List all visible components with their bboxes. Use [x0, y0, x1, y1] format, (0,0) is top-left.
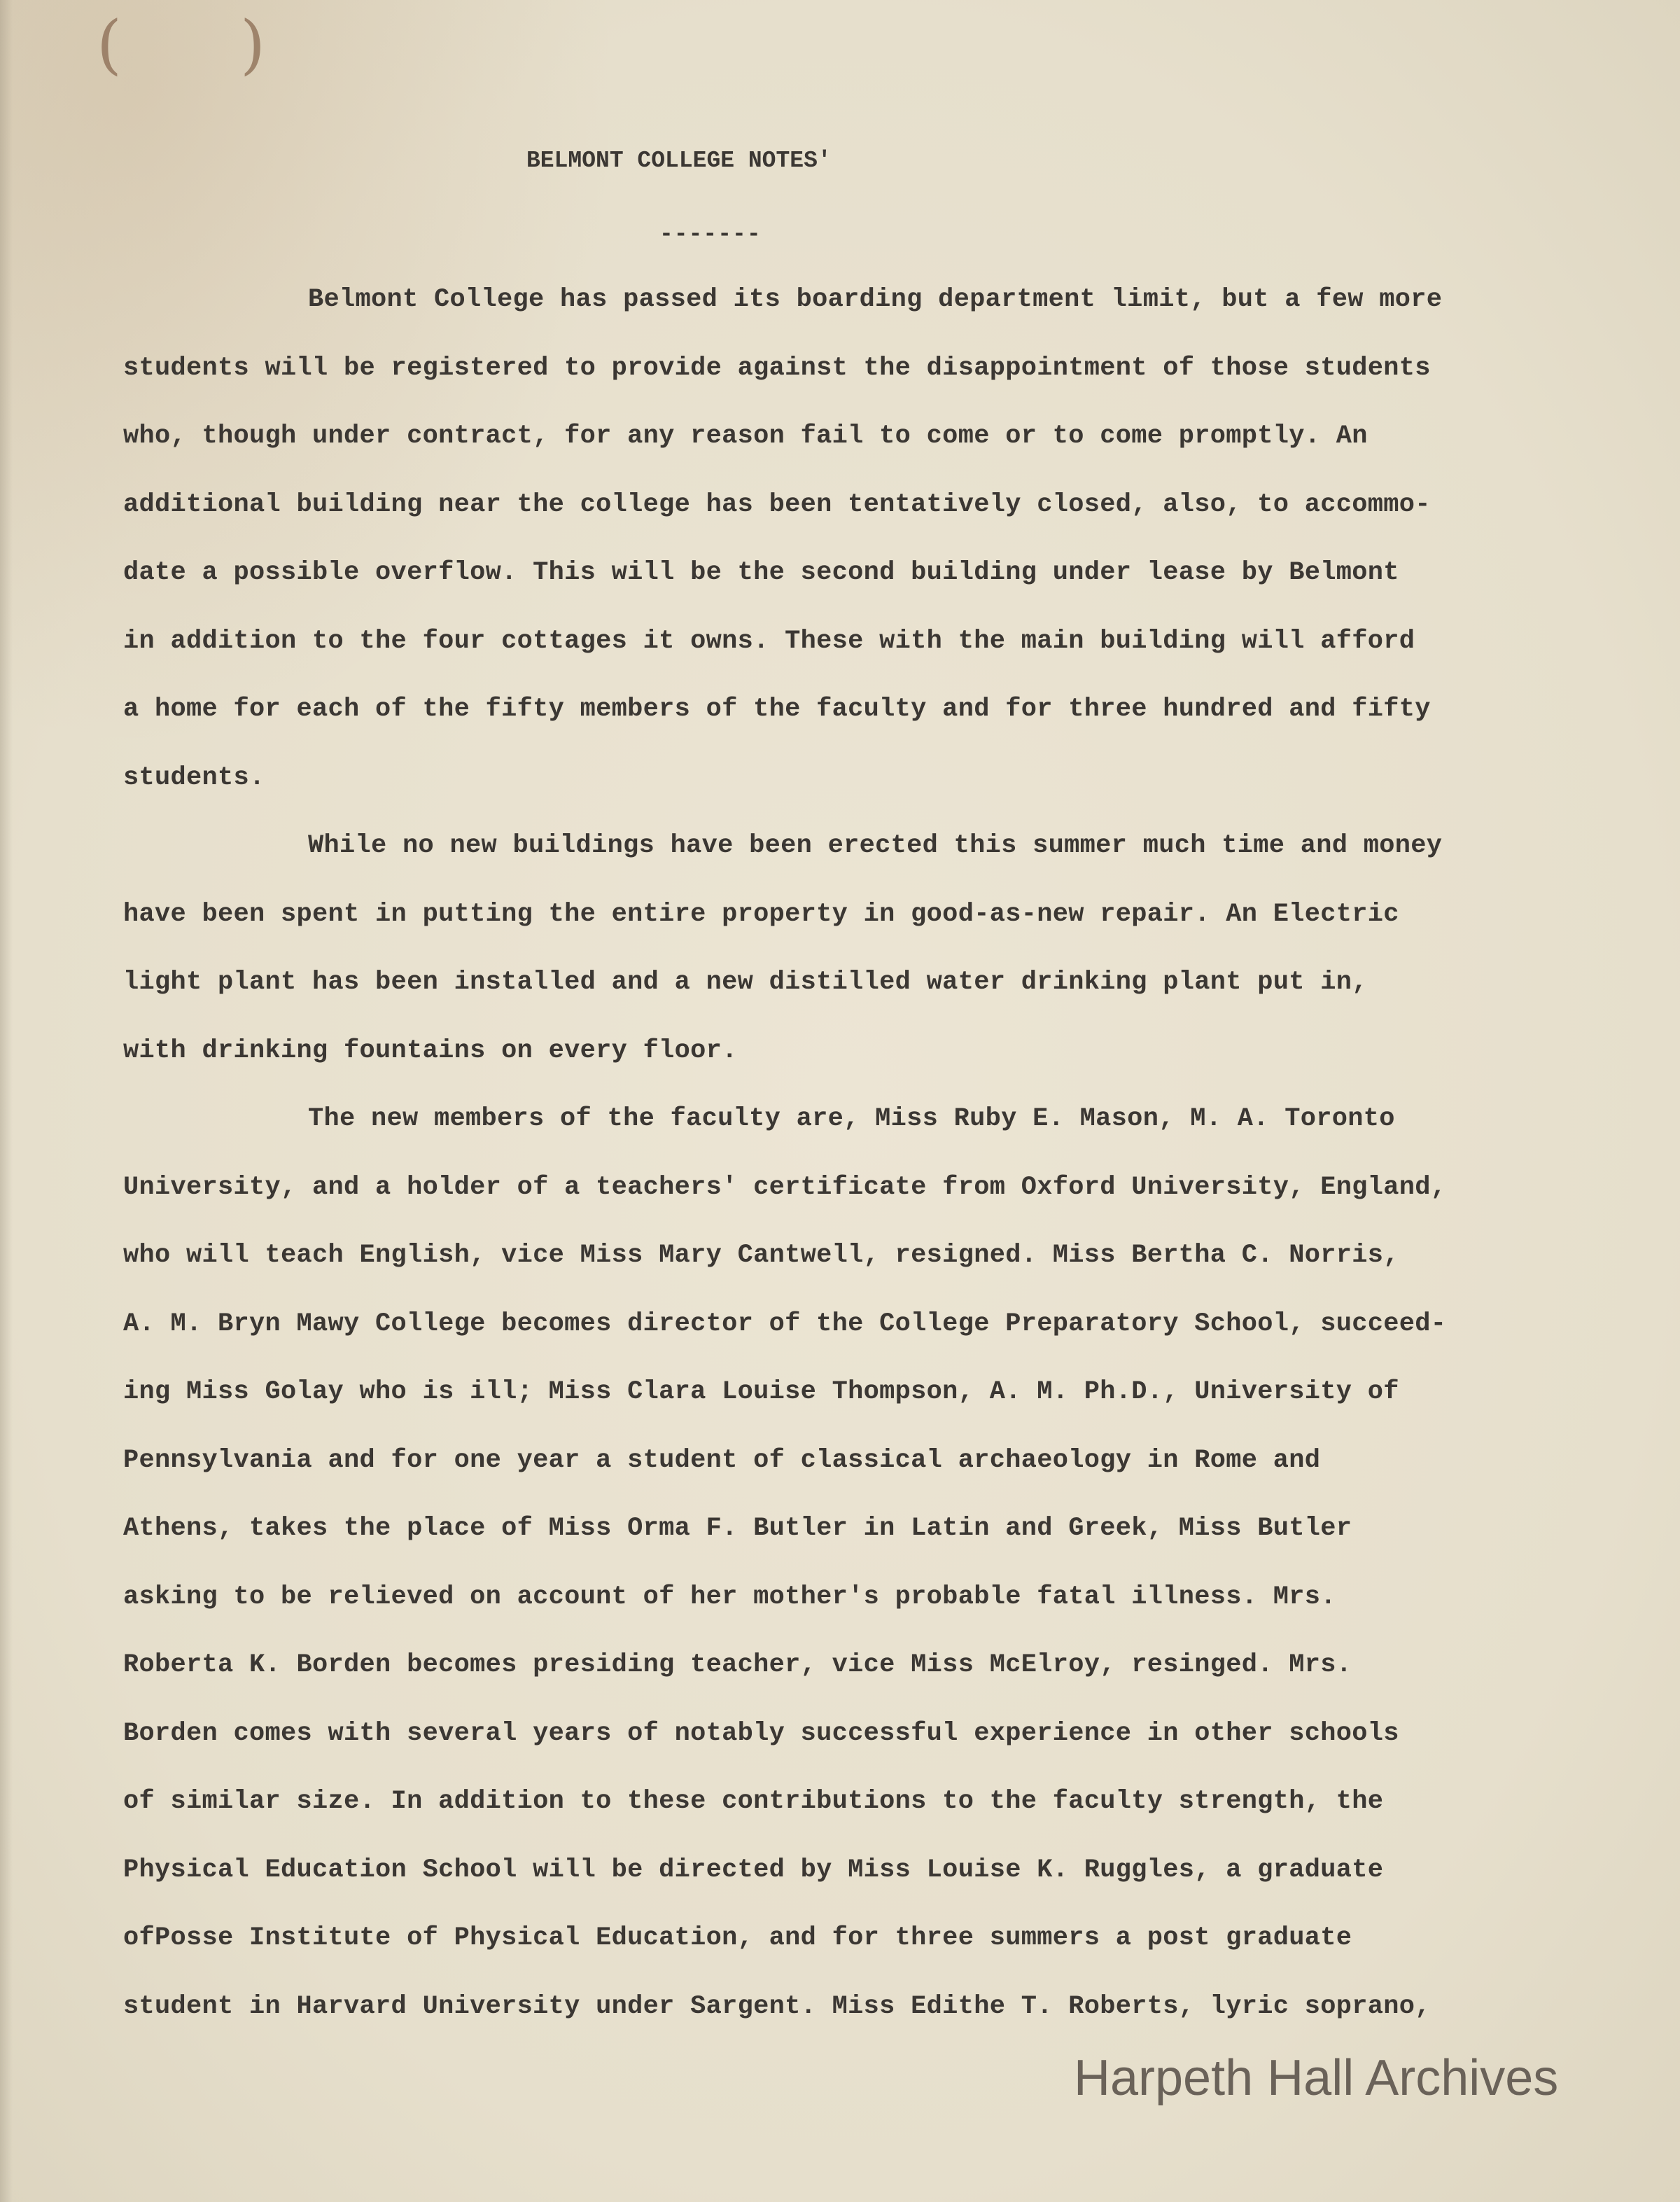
- text-line: ing Miss Golay who is ill; Miss Clara Louise Thompson, A. M. Ph.D., University of: [123, 1377, 1399, 1407]
- text-line: a home for each of the fifty members of the faculty and for three hundred and fifty: [123, 695, 1431, 724]
- text-line: asking to be relieved on account of her mother's probable fatal illness. Mrs.: [123, 1582, 1336, 1612]
- text-line: ofPosse Institute of Physical Education, and for three summers a post graduate: [123, 1923, 1352, 1953]
- text-line: have been spent in putting the entire property in good-as-new repair. An Electric: [123, 899, 1399, 929]
- text-line: in addition to the four cottages it owns. These with the main building will afford: [123, 626, 1415, 656]
- text-line: student in Harvard University under Sargent. Miss Edithe T. Roberts, lyric soprano,: [123, 1991, 1431, 2021]
- pencil-mark: ( ): [97, 7, 315, 82]
- text-line: date a possible overflow. This will be the second building under lease by Belmont: [123, 558, 1399, 587]
- text-line: Physical Education School will be directed by Miss Louise K. Ruggles, a graduate: [123, 1855, 1384, 1885]
- text-line: A. M. Bryn Mawy College becomes director of the College Preparatory School, succeed-: [123, 1309, 1447, 1339]
- text-line: students will be registered to provide against the disappointment of those students: [123, 353, 1431, 383]
- text-line: Belmont College has passed its boarding department limit, but a few more: [308, 285, 1443, 314]
- text-line: Roberta K. Borden becomes presiding teacher, vice Miss McElroy, resinged. Mrs.: [123, 1650, 1352, 1680]
- text-line: The new members of the faculty are, Miss Ruby E. Mason, M. A. Toronto: [308, 1104, 1395, 1134]
- text-line: additional building near the college has been tentatively closed, also, to accommo-: [123, 489, 1431, 520]
- text-line: who will teach English, vice Miss Mary Cantwell, resigned. Miss Bertha C. Norris,: [123, 1241, 1399, 1270]
- text-line: light plant has been installed and a new distilled water drinking plant put in,: [123, 968, 1368, 997]
- text-line: who, though under contract, for any reason fail to come or to come promptly. An: [123, 421, 1368, 451]
- text-line: Borden comes with several years of notably successful experience in other schools: [123, 1718, 1399, 1748]
- text-line: University, and a holder of a teachers' certificate from Oxford University, England,: [123, 1172, 1447, 1202]
- text-line: students.: [123, 762, 265, 793]
- title-rule: -------: [659, 221, 762, 247]
- text-line: While no new buildings have been erected this summer much time and money: [308, 831, 1443, 860]
- text-line: Athens, takes the place of Miss Orma F. Butler in Latin and Greek, Miss Butler: [123, 1514, 1352, 1543]
- paper-edge-shadow: [0, 0, 13, 2202]
- document-title: BELMONT COLLEGE NOTES': [526, 148, 832, 174]
- text-line: of similar size. In addition to these contributions to the faculty strength, the: [123, 1787, 1384, 1816]
- text-line: with drinking fountains on every floor.: [123, 1036, 738, 1066]
- document-body: [123, 279, 1565, 2054]
- archive-watermark: Harpeth Hall Archives: [1074, 2050, 1559, 2106]
- text-line: Pennsylvania and for one year a student of classical archaeology in Rome and: [123, 1445, 1321, 1475]
